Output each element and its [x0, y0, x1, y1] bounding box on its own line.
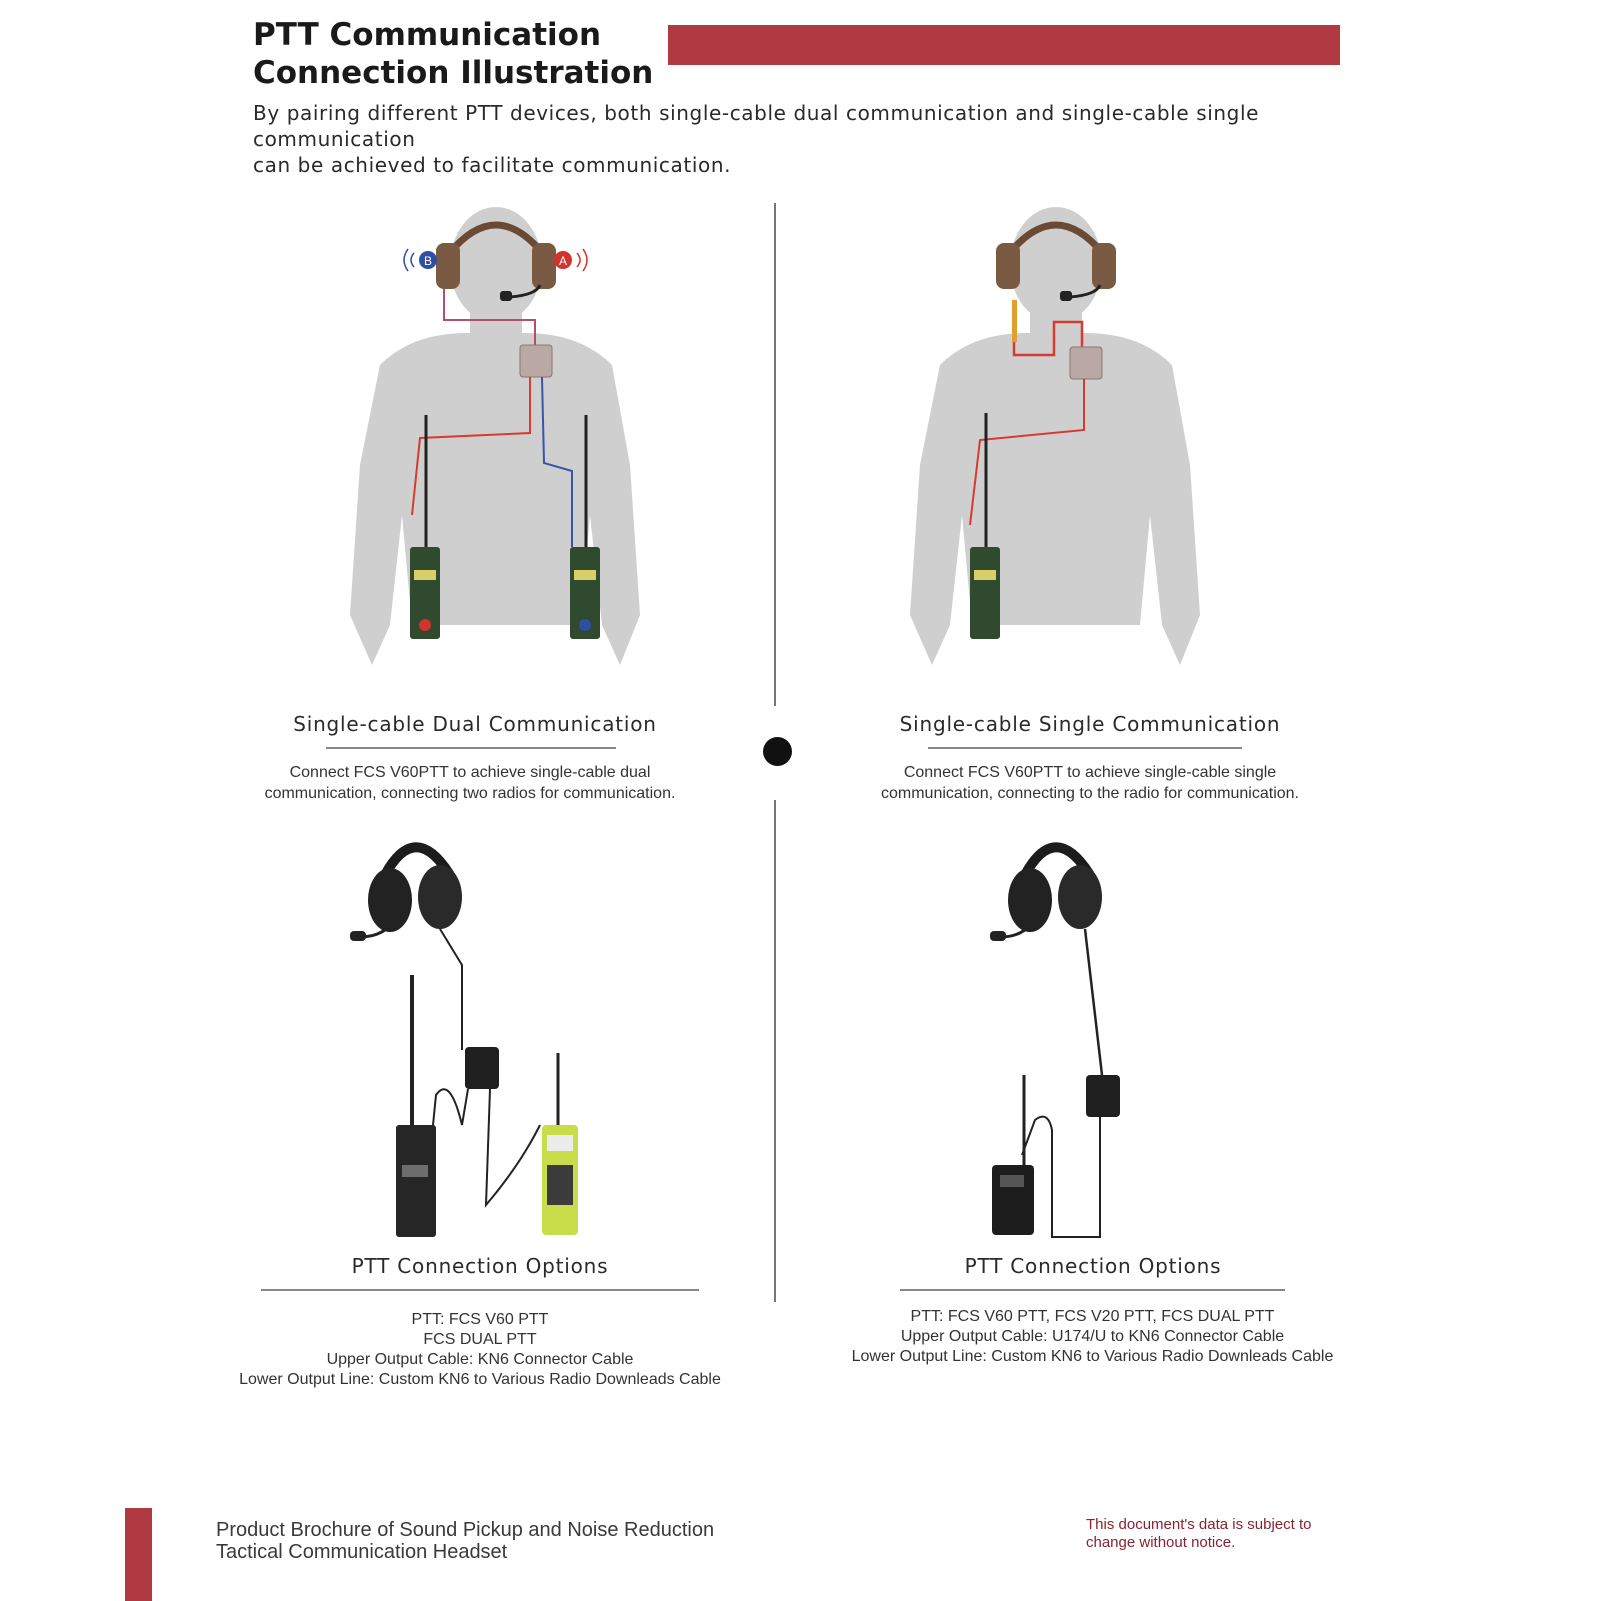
dual-communication-illustration	[340, 195, 650, 695]
dual-section-title: Single-cable Dual Communication	[293, 712, 657, 736]
intro-line1: By pairing different PTT devices, both single-cable dual communication and single-cable single communication	[253, 101, 1260, 151]
right-option-line: Upper Output Cable: U174/U to KN6 Connector Cable	[900, 1328, 1285, 1345]
single-description	[840, 762, 1340, 804]
single-section-title: Single-cable Single Communication	[899, 712, 1281, 736]
badge-b-label: B	[423, 254, 433, 268]
ptt-device-icon	[520, 345, 552, 377]
radio-handheld-icon	[992, 1075, 1034, 1235]
left-option-line: Upper Output Cable: KN6 Connector Cable	[326, 1351, 634, 1368]
footer-note-line1: This document's data is subject to	[1086, 1516, 1312, 1533]
dual-desc-line1: Connect FCS V60PTT to achieve single-cable dual	[289, 764, 651, 781]
badge-a-label: A	[558, 254, 568, 268]
single-desc-line1: Connect FCS V60PTT to achieve single-cable single	[903, 764, 1277, 781]
radio-yellow-icon	[542, 1053, 578, 1235]
intro-text	[253, 100, 1413, 178]
left-option-line: FCS DUAL PTT	[423, 1331, 537, 1348]
single-communication-illustration	[900, 195, 1210, 695]
left-option-line: PTT: FCS V60 PTT	[411, 1311, 549, 1328]
center-divider-dot	[763, 737, 792, 766]
single-desc-line2: communication, connecting to the radio for communication.	[881, 785, 1299, 802]
single-products-illustration	[990, 825, 1190, 1245]
center-divider-bottom	[774, 800, 776, 1302]
page-title-line2: Connection Illustration	[253, 55, 654, 91]
ptt-device-icon	[465, 1047, 499, 1089]
left-options-rule	[261, 1289, 699, 1291]
right-options-list	[820, 1307, 1365, 1367]
dual-products-illustration	[350, 825, 610, 1245]
center-divider-top	[774, 203, 776, 706]
ptt-device-icon	[1086, 1075, 1120, 1117]
single-section-rule	[928, 747, 1242, 749]
dual-description	[230, 762, 710, 804]
footer-title-line2: Tactical Communication Headset	[216, 1541, 508, 1563]
page-title-line1: PTT Communication	[253, 17, 602, 53]
radio-black-icon	[396, 975, 436, 1237]
left-options-title: PTT Connection Options	[351, 1254, 609, 1278]
right-options-title: PTT Connection Options	[964, 1254, 1222, 1278]
right-options-rule	[900, 1289, 1285, 1291]
dual-section-rule	[326, 747, 616, 749]
footer-title	[216, 1519, 714, 1563]
dual-desc-line2: communication, connecting two radios for communication.	[264, 785, 676, 802]
cable-right	[486, 1089, 540, 1205]
badge-a-icon	[554, 249, 587, 271]
person-silhouette	[910, 207, 1200, 665]
badge-b-icon	[404, 249, 437, 271]
ptt-device-icon	[1070, 347, 1102, 379]
headset-icon	[990, 847, 1102, 941]
headset-cable	[1085, 929, 1102, 1075]
right-option-line: Lower Output Line: Custom KN6 to Various Radio Downleads Cable	[851, 1348, 1334, 1365]
intro-line2: can be achieved to facilitate communication.	[253, 153, 732, 177]
title-accent-bar	[668, 25, 1340, 65]
footer-accent-bar	[125, 1508, 152, 1601]
headset-cable	[440, 929, 462, 1050]
headset-icon	[350, 847, 462, 941]
left-option-line: Lower Output Line: Custom KN6 to Various Radio Downleads Cable	[239, 1371, 721, 1388]
footer-note	[1086, 1516, 1311, 1552]
page-title	[253, 16, 673, 92]
left-options-list	[210, 1310, 750, 1390]
right-option-line: PTT: FCS V60 PTT, FCS V20 PTT, FCS DUAL PTT	[910, 1308, 1275, 1325]
footer-title-line1: Product Brochure of Sound Pickup and Noise Reduction	[216, 1519, 715, 1541]
inline-connector-icon	[1012, 300, 1017, 342]
footer-note-line2: change without notice.	[1086, 1534, 1236, 1551]
